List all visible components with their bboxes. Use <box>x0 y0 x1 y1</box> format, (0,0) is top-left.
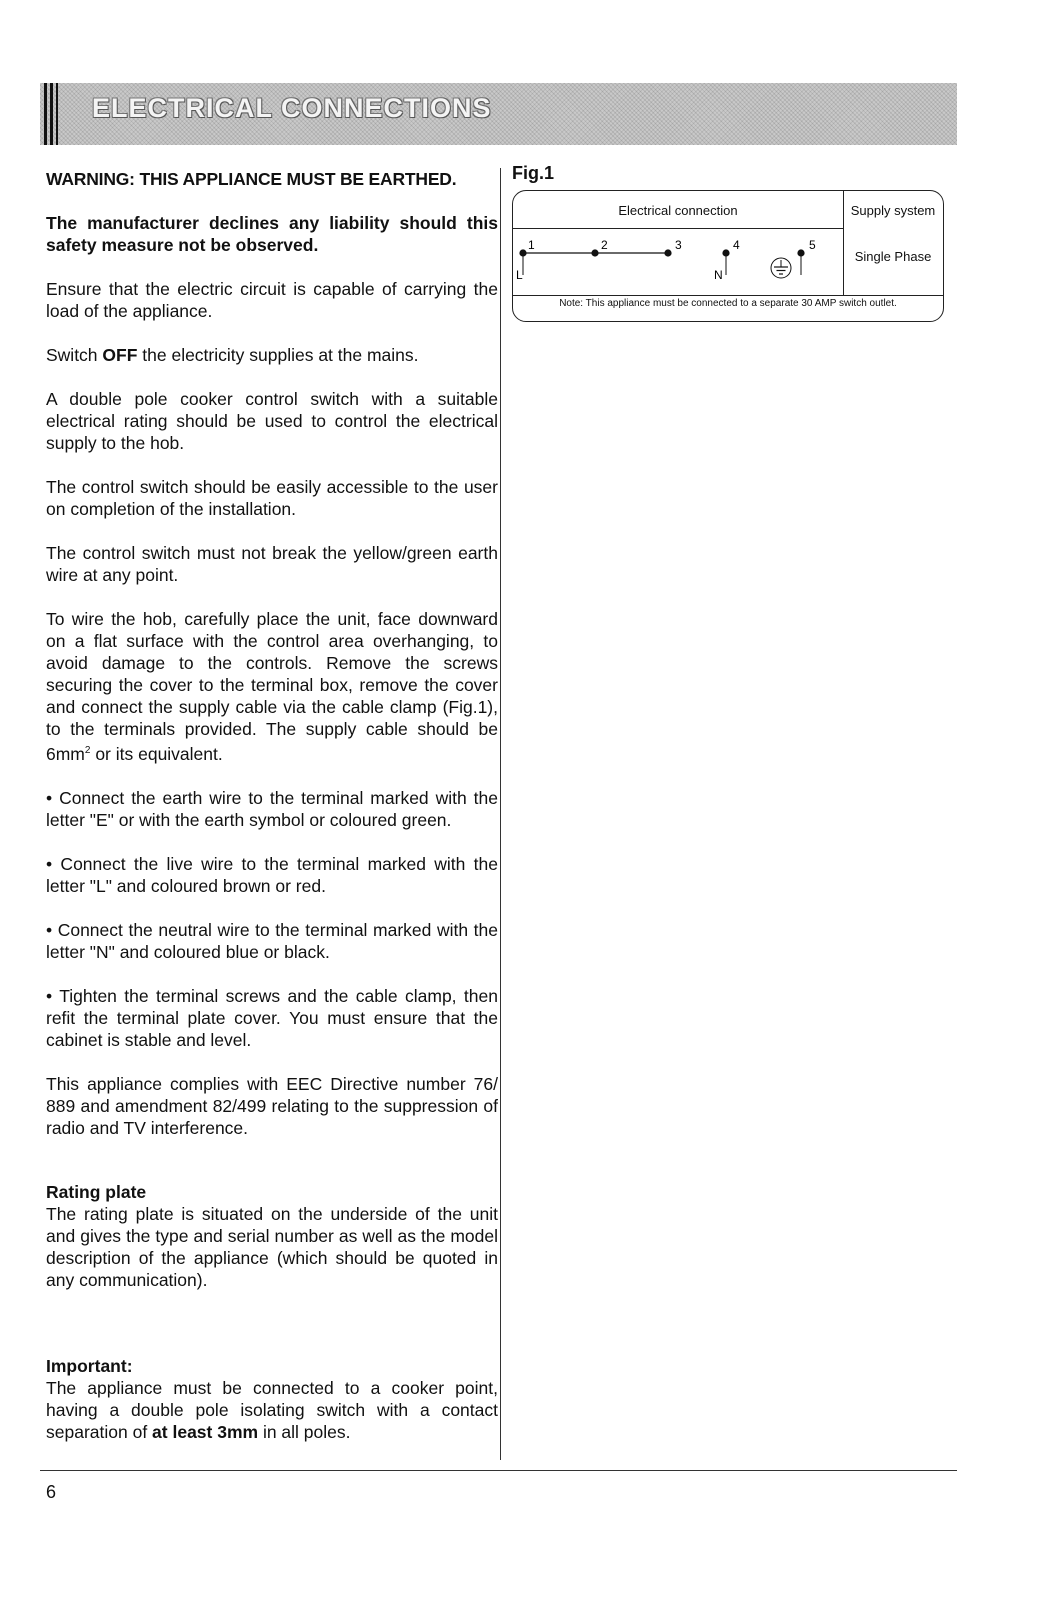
rating-plate-text: The rating plate is situated on the underside of the unit and gives the type and serial number as well as the model description of the appliance (which should be quoted in any communication). <box>46 1203 498 1290</box>
footer-rule <box>40 1470 957 1471</box>
figure-label: Fig.1 <box>512 163 555 183</box>
section-title: ELECTRICAL CONNECTIONS <box>92 93 492 123</box>
accessible-paragraph: The control switch should be easily accessible to the user on completion of the installation. <box>46 477 498 519</box>
earthing-warning: WARNING: THIS APPLIANCE MUST BE EARTHED. <box>46 169 457 189</box>
switch-off-post: the electricity supplies at the mains. <box>137 345 419 365</box>
important-text: The appliance must be connected to a cooker point, having a double pole isolating switch with a contact separation of <box>46 1377 498 1442</box>
wire-hob-paragraph <box>46 608 498 765</box>
electrical-connection-header: Electrical connection <box>618 203 738 218</box>
page-number: 6 <box>46 1482 57 1502</box>
liability-statement: The manufacturer declines any liability should this safety measure not be observed. <box>46 213 498 255</box>
terminal-5-label: 5 <box>809 238 816 252</box>
wire-hob-tail: or its equivalent. <box>90 743 223 764</box>
bullet-live: • Connect the live wire to the terminal marked with the letter "L" and coloured brown or red. <box>46 853 498 896</box>
figure-note: Note: This appliance must be connected to a separate 30 AMP switch outlet. <box>559 298 897 309</box>
circuit-paragraph: Ensure that the electric circuit is capable of carrying the load of the appliance. <box>46 279 498 321</box>
rating-plate-section <box>46 1181 498 1291</box>
switch-off-pre: Switch <box>46 345 103 365</box>
important-heading: Important: <box>46 1355 133 1376</box>
bullet-earth: • Connect the earth wire to the terminal marked with the letter "E" or with the earth symbol or coloured green. <box>46 787 498 830</box>
section-header-band <box>40 83 957 145</box>
letter-n: N <box>714 268 723 282</box>
supply-system-header: Supply system <box>850 203 936 218</box>
terminal-4-label: 4 <box>733 238 740 252</box>
double-pole-paragraph: A double pole cooker control switch with a suitable electrical rating should be used to control the electrical supply to the hob. <box>46 389 498 453</box>
terminal-diagram <box>513 229 843 295</box>
bullet-neutral: • Connect the neutral wire to the terminal marked with the letter "N" and coloured blue or black. <box>46 919 498 962</box>
eec-paragraph: This appliance complies with EEC Directive number 76/ 889 and amendment 82/499 relating to the suppression of radio and TV interference. <box>46 1073 498 1138</box>
earth-wire-paragraph: The control switch must not break the yellow/green earth wire at any point. <box>46 543 498 585</box>
supply-system-value: Single Phase <box>854 249 932 264</box>
earth-symbol-icon <box>771 258 791 278</box>
wire-hob-text: To wire the hob, carefully place the unit, face downward on a flat surface with the control area overhanging, to avoid damage to the controls. Remove the screws securing the cover to the terminal box, remove the cover and connect the supply cable via the cable clamp (Fig.1), to the terminals provided. The supply cable should be 6mm <box>46 609 498 764</box>
header-bars-decoration <box>44 83 62 145</box>
important-bold: at least 3mm <box>152 1421 259 1442</box>
terminal-2 <box>591 249 598 256</box>
important-section <box>46 1355 498 1443</box>
wire-hob-superscript: 2 <box>84 745 91 756</box>
figure-table <box>513 191 943 296</box>
terminal-3 <box>664 249 671 256</box>
terminal-3-label: 3 <box>675 238 682 252</box>
rating-plate-heading: Rating plate <box>46 1181 147 1202</box>
letter-l: L <box>516 268 523 282</box>
wiring-figure <box>512 190 944 322</box>
switch-off-bold: OFF <box>102 345 138 365</box>
column-divider <box>500 168 501 1460</box>
terminal-1-label: 1 <box>528 238 535 252</box>
switch-off-paragraph <box>46 344 498 366</box>
important-tail: in all poles. <box>258 1421 351 1442</box>
terminal-2-label: 2 <box>601 238 608 252</box>
bullet-tighten: • Tighten the terminal screws and the cable clamp, then refit the terminal plate cover. You must ensure that the cabinet is stable and level. <box>46 985 498 1050</box>
left-column <box>46 168 498 1465</box>
